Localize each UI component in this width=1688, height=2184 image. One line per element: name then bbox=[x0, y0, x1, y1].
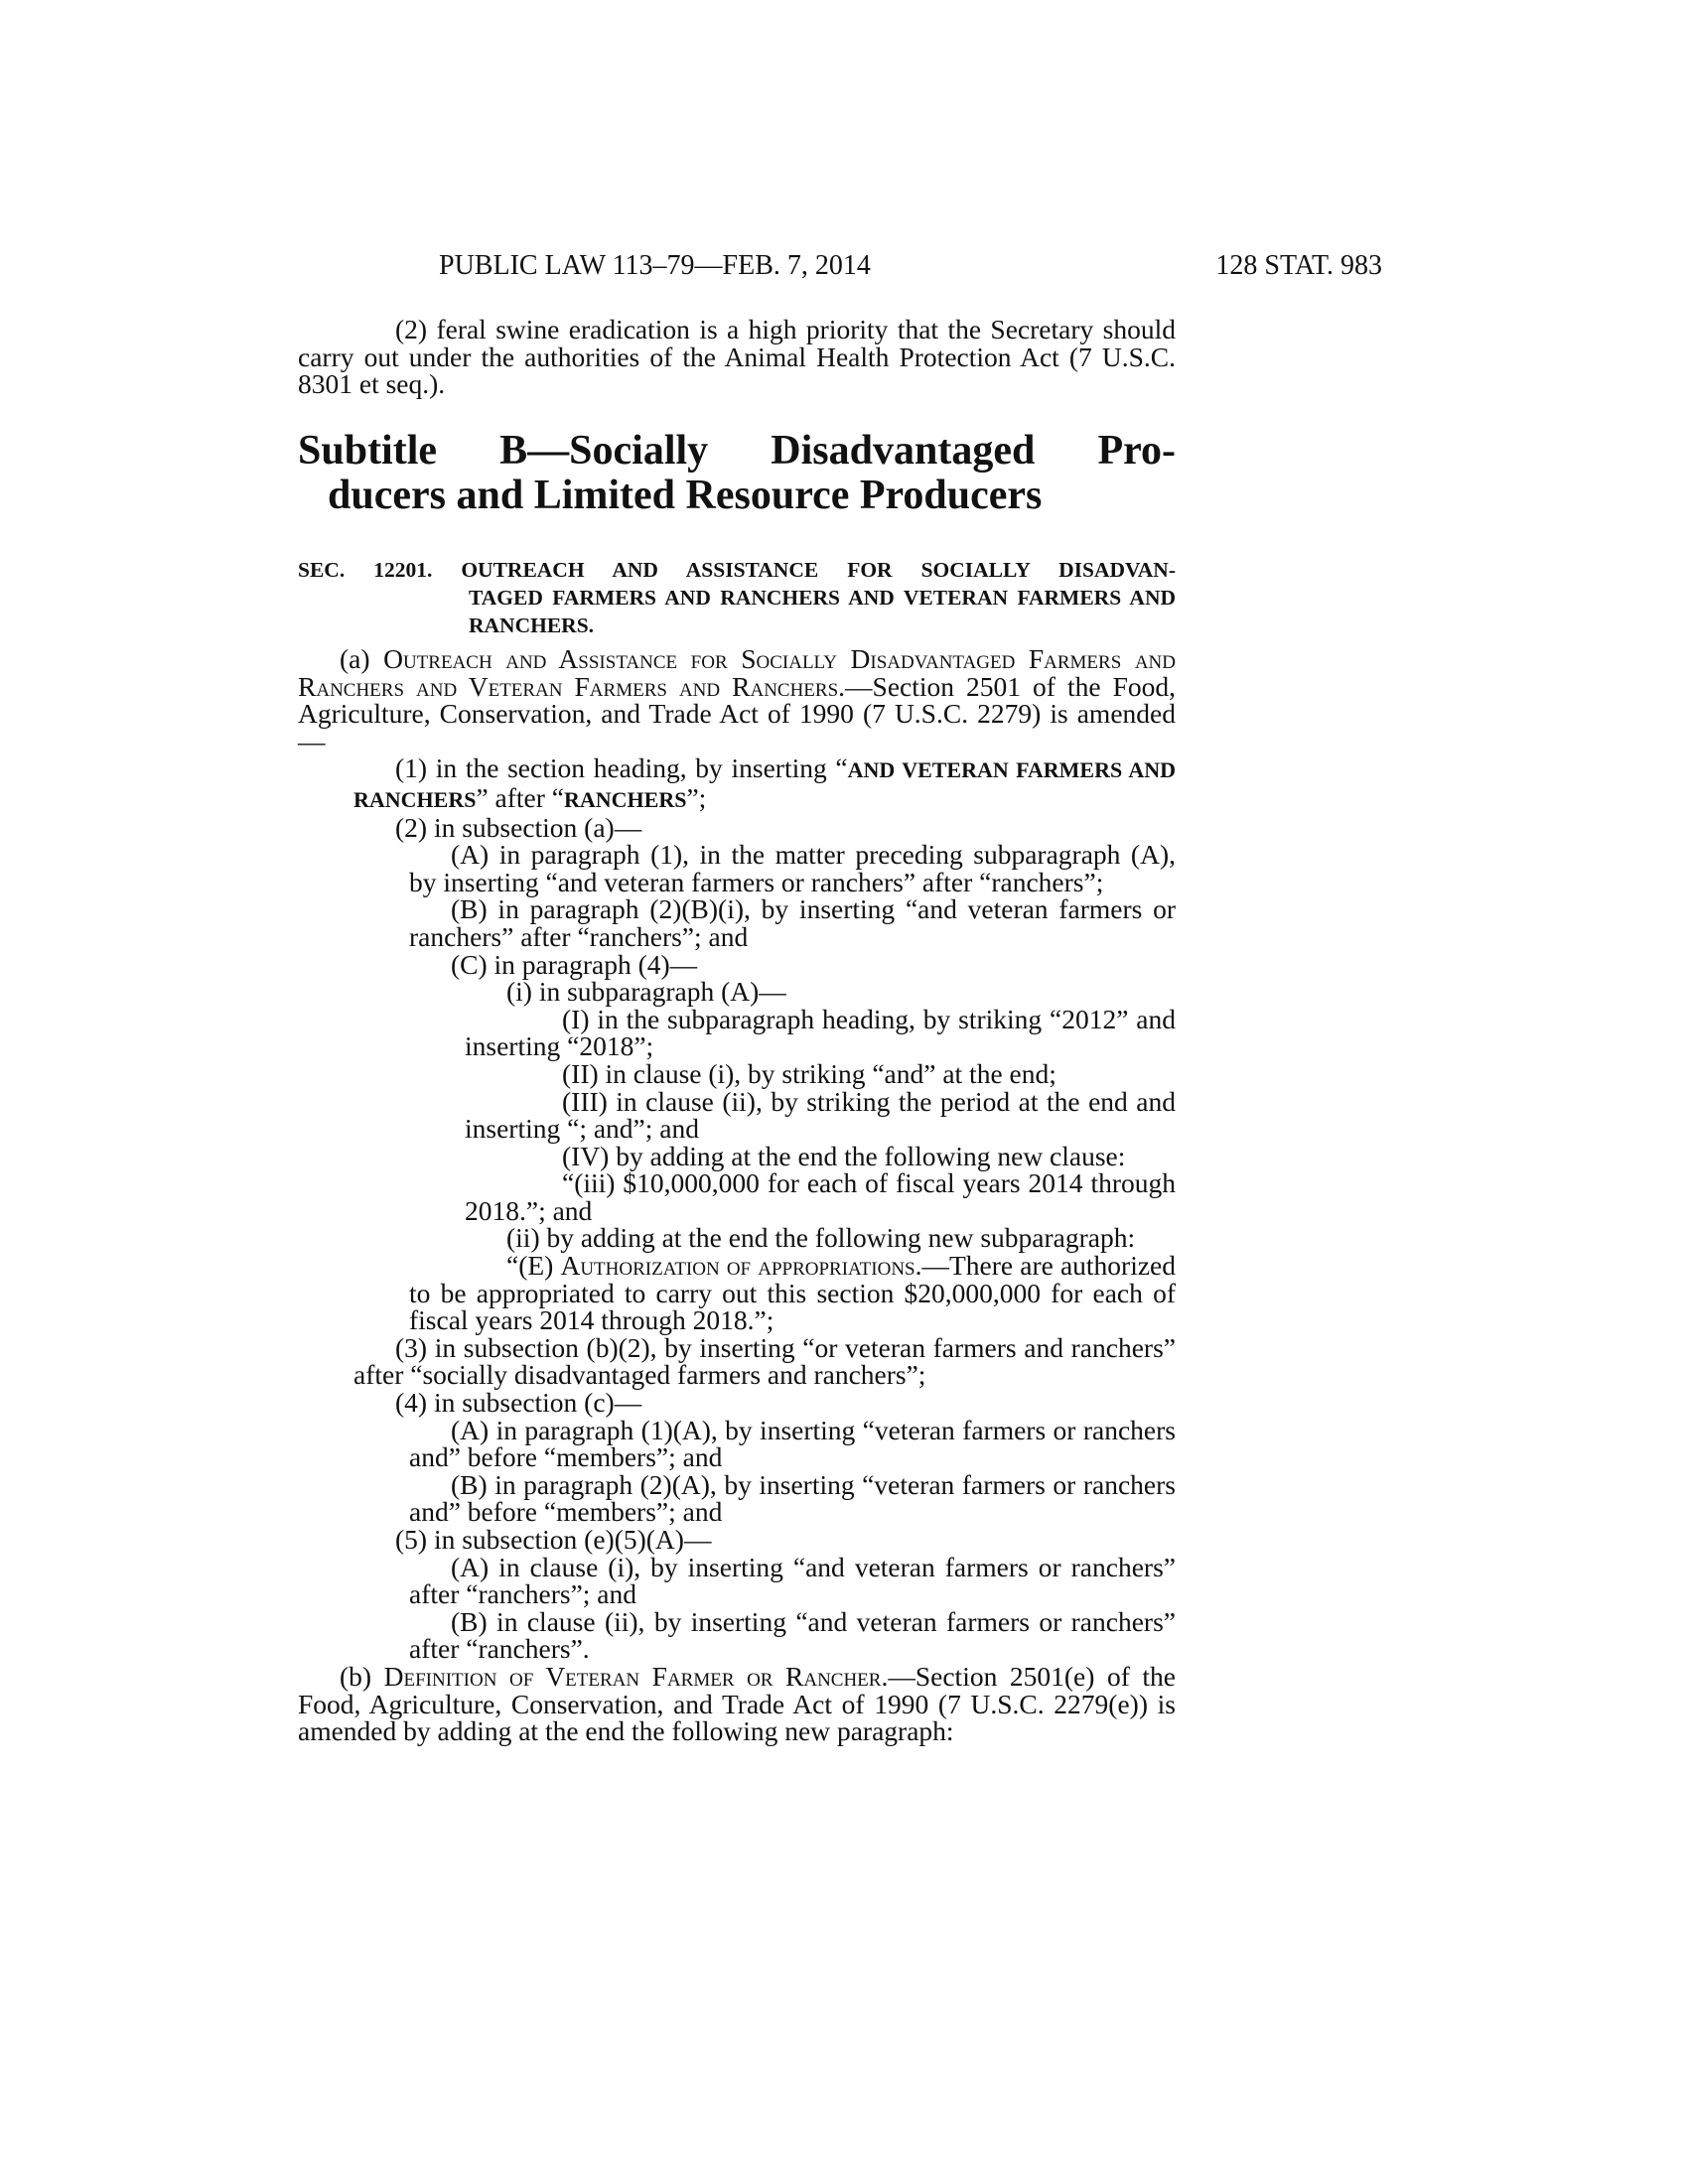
inserted-clause-iii: “(iii) $10,000,000 for each of fiscal years 2014 through 2018.”; and bbox=[465, 1167, 1176, 1226]
subparagraph-E-marker: “(E) bbox=[506, 1250, 554, 1282]
section-heading-continuation: TAGED FARMERS AND RANCHERS AND VETERAN FARMERS AND RANCHERS. bbox=[469, 586, 1176, 637]
paragraph-4: (4) in subsection (c)— bbox=[395, 1387, 642, 1419]
paragraph-2-C-i-III: (III) in clause (ii), by striking the period at the end and inserting “; and”; and bbox=[465, 1085, 1176, 1145]
inserted-subparagraph-E bbox=[298, 1252, 1176, 1334]
subparagraph-E-text: —There are authorized to be appropriated to carry out this section $20,000,000 for each of fiscal years 2014 through 2018.”; bbox=[409, 1250, 1177, 1336]
paragraph-1-ranchers: RANCHERS bbox=[564, 786, 687, 812]
paragraph-2-C-i: (i) in subparagraph (A)— bbox=[506, 976, 786, 1008]
subsection-b-heading: Definition of Veteran Farmer or Rancher. bbox=[383, 1660, 889, 1692]
subsection-a bbox=[298, 645, 1176, 754]
subparagraph-E-heading: Authorization of appropriations. bbox=[560, 1250, 922, 1282]
paragraph-1-inserted-heading: AND VETERAN FARMERS AND RANCHERS bbox=[353, 757, 1176, 812]
paragraph-2-B: (B) in paragraph (2)(B)(i), by inserting “and veteran farmers or ranchers” after “ranchers”; and bbox=[409, 893, 1176, 952]
intro-block bbox=[298, 316, 1176, 398]
subtitle-line-2: ducers and Limited Resource Producers bbox=[328, 473, 1043, 518]
paragraph-5-A: (A) in clause (i), by inserting “and veteran farmers or ranchers” after “ranchers”; and bbox=[409, 1551, 1176, 1610]
paragraph-2-A: (A) in paragraph (1), in the matter preceding subparagraph (A), by inserting “and veteran farmers or ranchers” after “ranchers”; bbox=[409, 839, 1176, 897]
section-heading-line-1 bbox=[298, 556, 1176, 584]
paragraph-2-C-i-II: (II) in clause (i), by striking “and” at the end; bbox=[562, 1057, 1056, 1089]
paragraph-1-text: (1) in the section heading, by inserting “ bbox=[395, 752, 848, 784]
paragraph-1 bbox=[298, 754, 1176, 813]
subtitle-line-1: Subtitle B—Socially Disadvantaged Pro- bbox=[298, 428, 1176, 474]
running-title: PUBLIC LAW 113–79—FEB. 7, 2014 bbox=[439, 250, 871, 281]
subsection-b bbox=[298, 1660, 1177, 1747]
section-number: SEC. 12201. bbox=[298, 558, 433, 582]
subsection-a-text: —Section 2501 of the Food, Agriculture, Conservation, and Trade Act of 1990 (7 U.S.C. 2279) is amended— bbox=[298, 670, 1176, 756]
subsection-b-text: —Section 2501(e) of the Food, Agriculture, Conservation, and Trade Act of 1990 (7 U.S.C. 2279(e)) is amended by adding at the end the following new paragraph: bbox=[298, 1660, 1177, 1747]
section-heading-first: OUTREACH AND ASSISTANCE FOR SOCIALLY DISADVAN- bbox=[461, 558, 1176, 582]
subsection-b-marker: (b) bbox=[340, 1660, 372, 1692]
paragraph-3: (3) in subsection (b)(2), by inserting “or veteran farmers and ranchers” after “socially disadvantaged farmers and ranchers”; bbox=[353, 1331, 1176, 1391]
paragraph-1-mid: ” after “ bbox=[476, 781, 564, 813]
paragraph-5-B: (B) in clause (ii), by inserting “and veteran farmers or ranchers” after “ranchers”. bbox=[409, 1605, 1176, 1665]
statute-page-number: 128 STAT. 983 bbox=[1215, 250, 1382, 281]
paragraph-4-B: (B) in paragraph (2)(A), by inserting “veteran farmers or ranchers and” before “members”; and bbox=[409, 1468, 1176, 1528]
section-body bbox=[298, 645, 1176, 1745]
subsection-a-marker: (a) bbox=[340, 643, 370, 674]
intro-paragraph: (2) feral swine eradication is a high priority that the Secretary should carry out under the authorities of the Animal Health Protection Act (7 U.S.C. 8301 et seq.). bbox=[298, 314, 1176, 400]
paragraph-2-C: (C) in paragraph (4)— bbox=[451, 948, 698, 980]
paragraph-1-end: ”; bbox=[686, 781, 707, 813]
paragraph-2: (2) in subsection (a)— bbox=[395, 811, 642, 843]
page-header bbox=[298, 250, 1382, 290]
subtitle-heading bbox=[298, 429, 1176, 518]
paragraph-4-A: (A) in paragraph (1)(A), by inserting “veteran farmers or ranchers and” before “members”; and bbox=[409, 1414, 1176, 1473]
paragraph-2-C-ii: (ii) by adding at the end the following new subparagraph: bbox=[506, 1222, 1136, 1254]
subsection-a-heading: Outreach and Assistance for Socially Disadvantaged Farmers and Ranchers and Veteran Farmers and Ranchers. bbox=[298, 643, 1176, 702]
paragraph-2-C-i-IV: (IV) by adding at the end the following new clause: bbox=[562, 1140, 1126, 1171]
paragraph-2-C-i-I: (I) in the subparagraph heading, by striking “2012” and inserting “2018”; bbox=[465, 1003, 1176, 1062]
paragraph-5: (5) in subsection (e)(5)(A)— bbox=[395, 1524, 712, 1555]
section-heading bbox=[298, 556, 1176, 639]
